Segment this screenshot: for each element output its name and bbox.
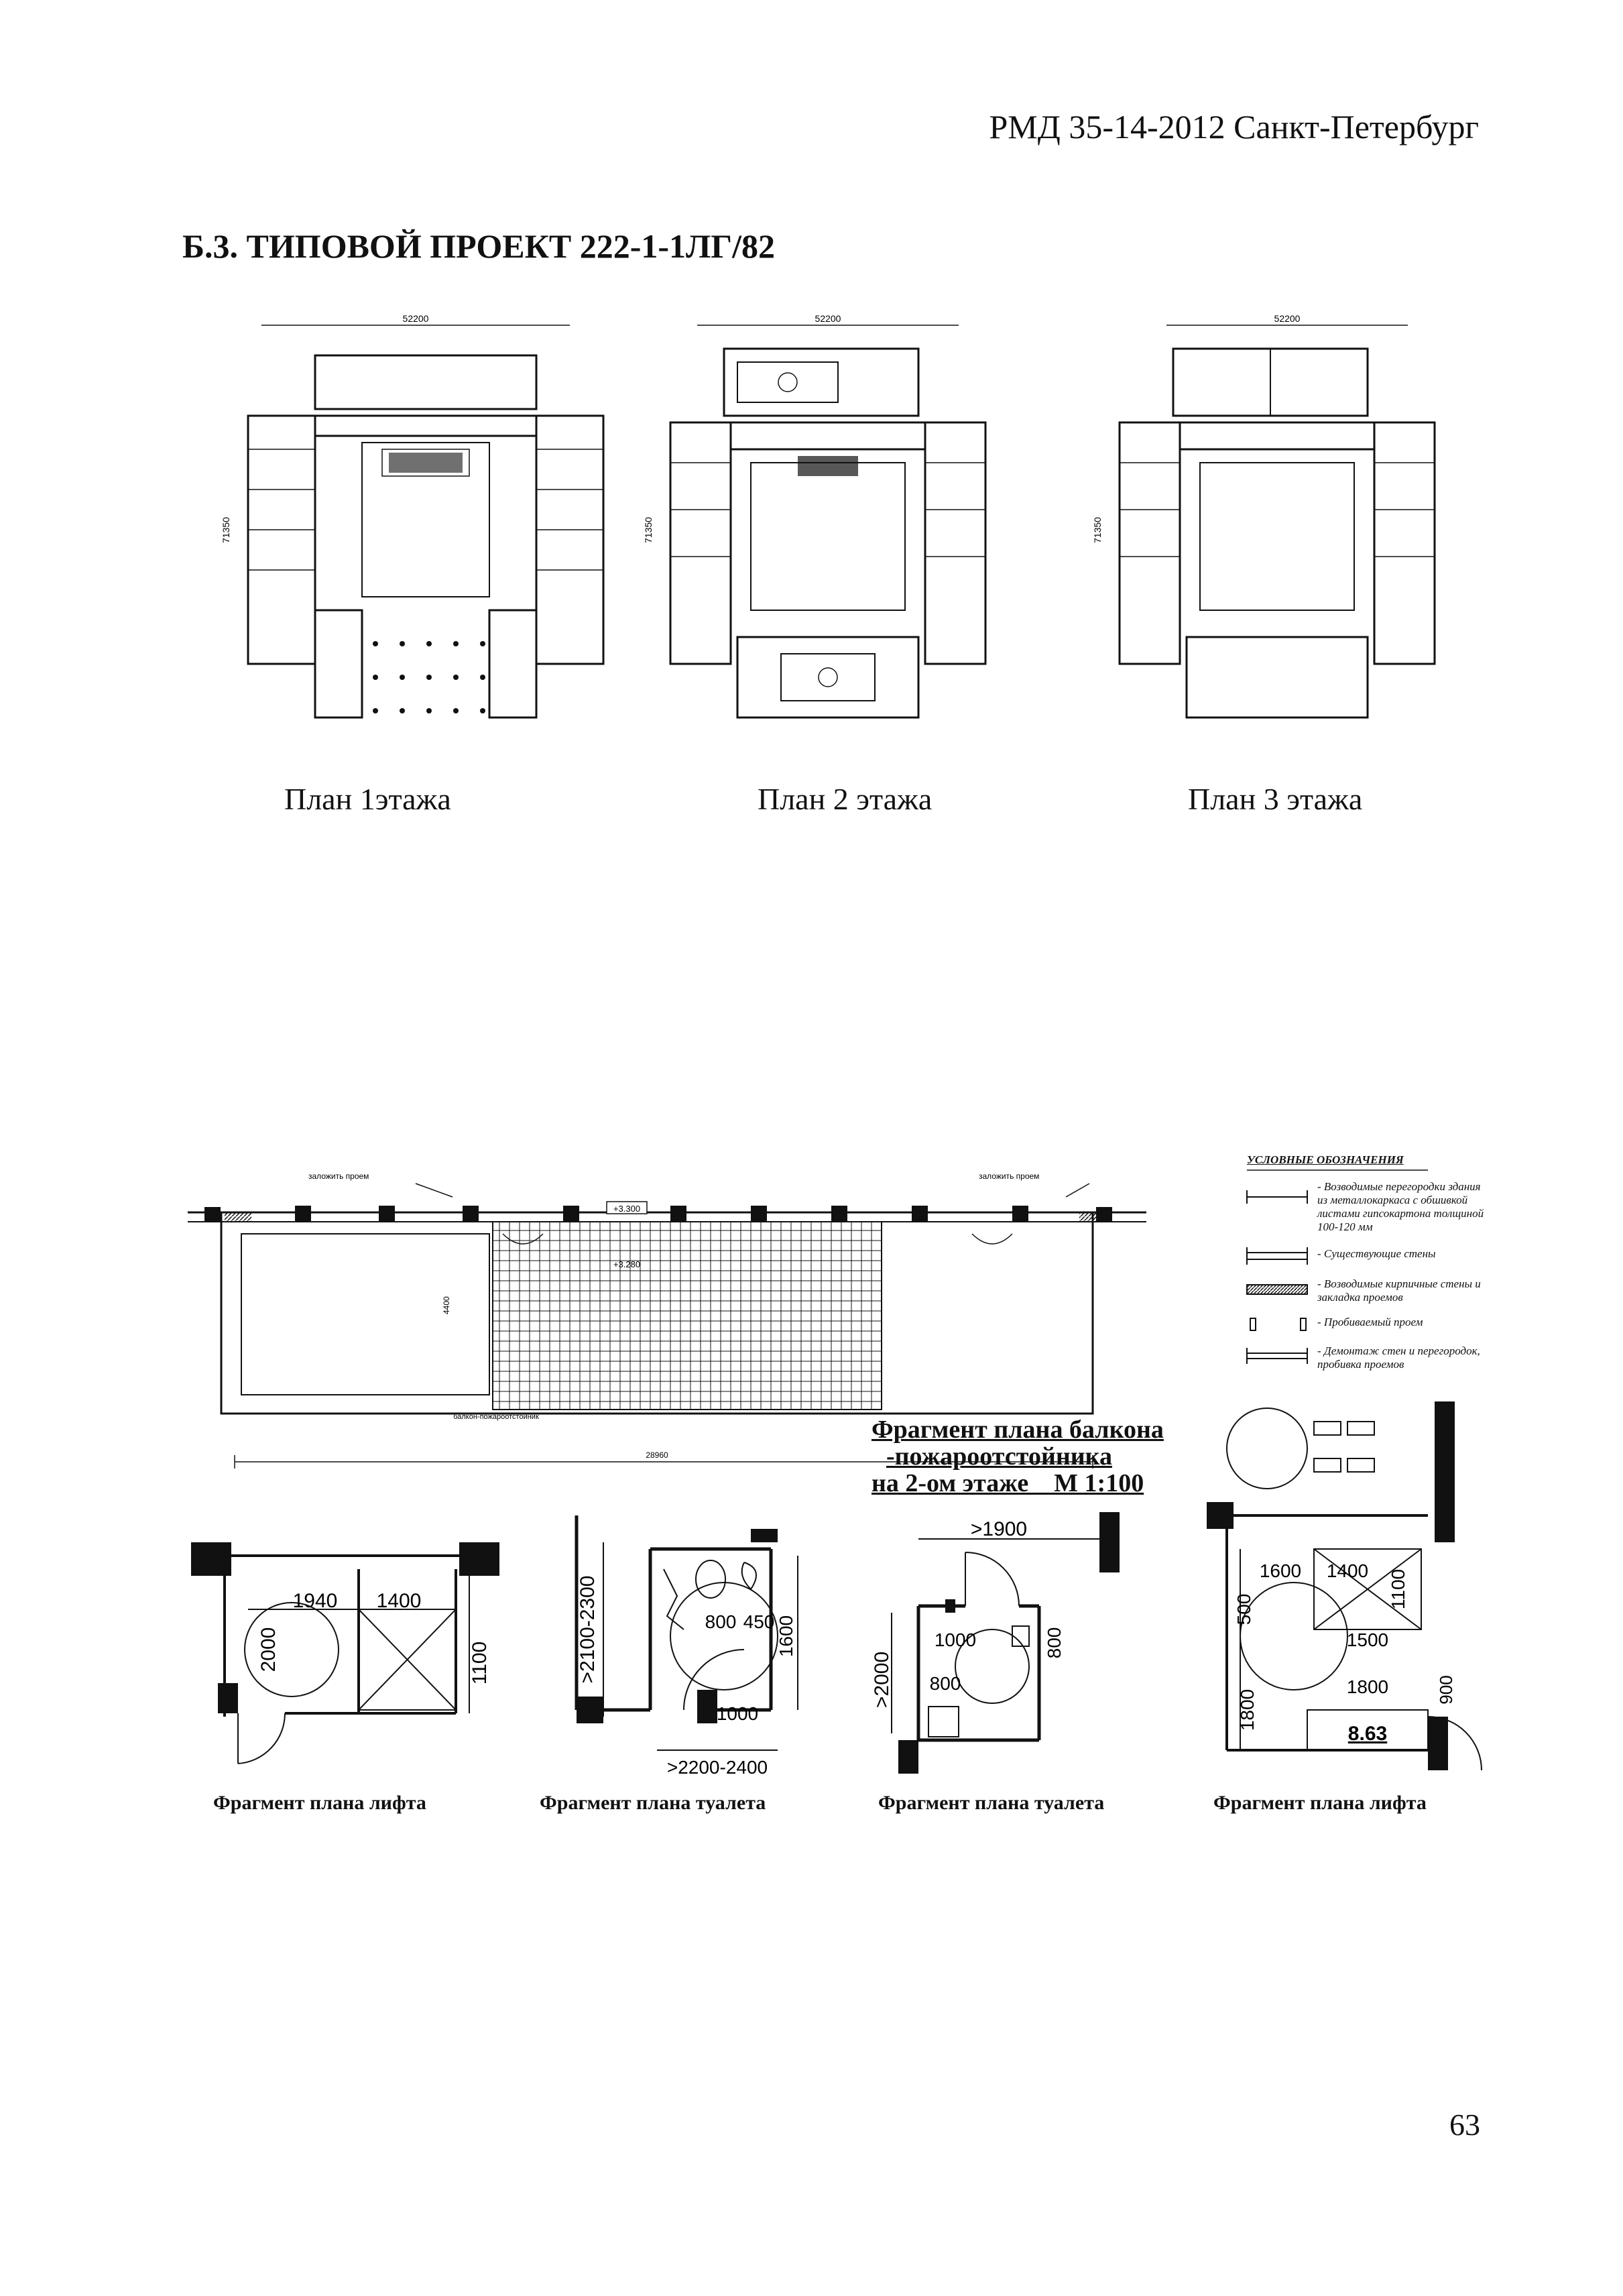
balcony-bottom-note: балкон-пожароотстойник xyxy=(453,1413,539,1421)
toilet-fragment-1 xyxy=(550,1515,831,1784)
floor-plan-1 xyxy=(221,315,617,758)
fragment-4-caption: Фрагмент плана лифта xyxy=(1213,1792,1427,1814)
fragment-4-dim-8: 900 xyxy=(1436,1675,1456,1705)
fragment-4-dim-7: 1800 xyxy=(1346,1676,1389,1697)
legend-title: УСЛОВНЫЕ ОБОЗНАЧЕНИЯ xyxy=(1247,1153,1404,1166)
fragment-4-dim-5: 1500 xyxy=(1346,1629,1389,1650)
fragment-2-dim-3: 450 xyxy=(743,1611,775,1632)
balcony-dim-height: 4400 xyxy=(442,1296,451,1314)
fragment-4-dim-4: 1100 xyxy=(1388,1568,1408,1610)
fragment-2-dim-5: 1000 xyxy=(716,1703,759,1724)
fragment-2-dim-4: 1600 xyxy=(776,1615,796,1658)
fragment-1-dim-2: 1400 xyxy=(376,1590,422,1612)
legend-item-1: - Возводимые перегородки здания из металлокаркаса с обшивкой листами гипсокартона толщиной 100-120 мм xyxy=(1317,1180,1484,1233)
legend-item-3: - Возводимые кирпичные стены и закладка проемов xyxy=(1317,1277,1481,1304)
balcony-title-line-2: -пожароотстойника xyxy=(886,1442,1112,1471)
fragment-2-dim-6: >2200-2400 xyxy=(666,1757,768,1778)
plan-1-height-dim: 71350 xyxy=(221,517,231,543)
fragment-2-dim-2: 800 xyxy=(705,1611,737,1632)
legend-item-4: - Пробиваемый проем xyxy=(1317,1316,1423,1328)
plan-1-caption: План 1этажа xyxy=(284,782,451,816)
fragment-3-dim-4: 800 xyxy=(1044,1627,1065,1659)
balcony-dim-length: 28960 xyxy=(646,1450,668,1460)
fragment-1-dim-3: 2000 xyxy=(257,1627,280,1672)
plan-3-height-dim: 71350 xyxy=(1092,517,1103,543)
plan-3-width-dim: 52200 xyxy=(1274,313,1301,324)
plan-3-caption: План 3 этажа xyxy=(1188,782,1363,816)
section-title: Б.3. ТИПОВОЙ ПРОЕКТ 222-1-1ЛГ/82 xyxy=(182,227,775,265)
page-number: 63 xyxy=(1449,2108,1480,2142)
fragment-1-dim-1: 1940 xyxy=(292,1590,338,1612)
fragment-4-dim-2: 1400 xyxy=(1326,1560,1369,1581)
plan-1-width-dim: 52200 xyxy=(402,313,429,324)
balcony-mark-top: +3.300 xyxy=(613,1204,641,1214)
plan-2-height-dim: 71350 xyxy=(643,517,654,543)
fragment-2-caption: Фрагмент плана туалета xyxy=(540,1792,766,1814)
balcony-right-note: заложить проем xyxy=(979,1171,1040,1181)
floor-plan-3 xyxy=(1093,315,1468,758)
fragment-2-dim-1: >2100-2300 xyxy=(577,1575,599,1684)
legend-item-2: - Существующие стены xyxy=(1317,1247,1436,1260)
plan-2-width-dim: 52200 xyxy=(815,313,841,324)
plan-2-caption: План 2 этажа xyxy=(758,782,933,816)
fragment-1-caption: Фрагмент плана лифта xyxy=(213,1792,426,1814)
fragment-1-dim-4: 1100 xyxy=(469,1641,491,1685)
balcony-title-line-1: Фрагмент плана балкона xyxy=(871,1416,1164,1444)
balcony-mark-mid: +3.280 xyxy=(613,1259,641,1269)
fragment-4-dim-1: 1600 xyxy=(1259,1560,1302,1581)
elevator-fragment-2 xyxy=(1200,1401,1488,1784)
fragment-3-dim-1: >1900 xyxy=(970,1518,1028,1540)
fragment-3-caption: Фрагмент плана туалета xyxy=(878,1792,1105,1814)
fragment-3-dim-2: 1000 xyxy=(934,1629,977,1650)
document-reference: РМД 35-14-2012 Санкт-Петербург xyxy=(989,108,1479,146)
toilet-fragment-2 xyxy=(865,1512,1146,1780)
floor-plan-2 xyxy=(644,315,1019,758)
balcony-title-line-3: на 2-ом этаже М 1:100 xyxy=(871,1469,1144,1497)
fragment-3-dim-3: 800 xyxy=(929,1673,961,1694)
fragment-4-dim-6: 1800 xyxy=(1237,1688,1258,1731)
fragment-3-dim-5: >2000 xyxy=(871,1651,893,1709)
fragment-4-mark: 8.63 xyxy=(1347,1723,1388,1745)
balcony-left-note: заложить проем xyxy=(308,1171,369,1181)
legend-item-5: - Демонтаж стен и перегородок, пробивка проемов xyxy=(1317,1344,1480,1371)
elevator-fragment-1 xyxy=(191,1542,533,1764)
fragment-4-dim-3: 500 xyxy=(1234,1593,1254,1625)
